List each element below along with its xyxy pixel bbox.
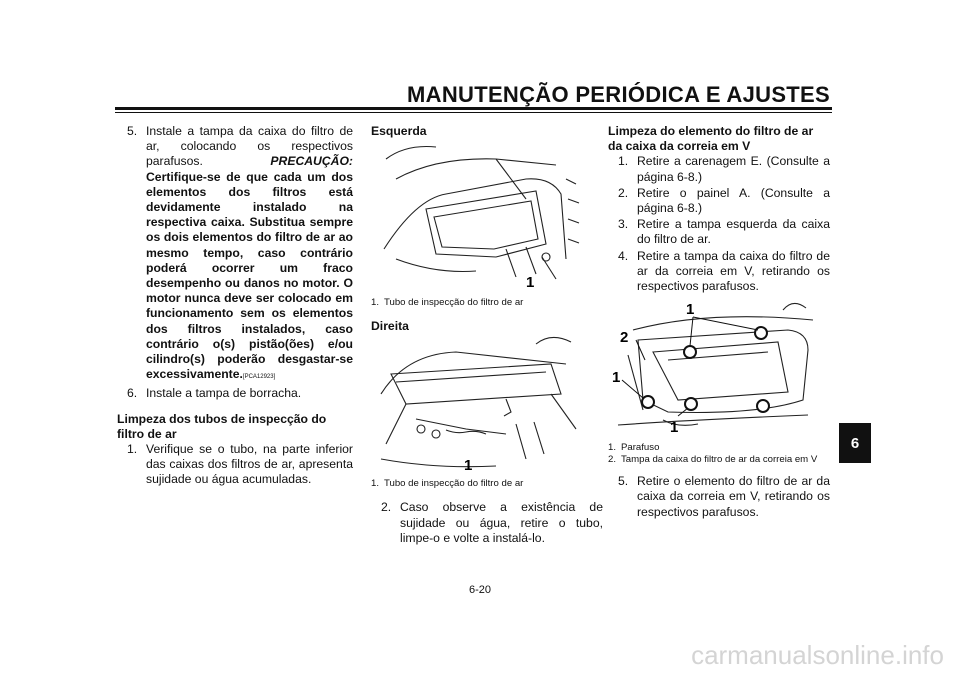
step-5 (618, 474, 830, 520)
step-number: 1. (618, 154, 629, 169)
figure-callout-1: 1 (612, 369, 621, 387)
caption-number: 2. (608, 454, 617, 466)
step-2 (618, 186, 830, 216)
step-1 (618, 154, 830, 184)
figure-left-airbox (376, 139, 582, 289)
step-text: Retire a tampa esquerda da caixa do filtro de ar. (637, 217, 830, 247)
figure-callout: 1 (464, 457, 473, 475)
figure-caption (371, 478, 603, 490)
step-number: 4. (618, 248, 629, 263)
caption-text: Tubo de inspecção do filtro de ar (384, 478, 524, 490)
caption-number: 1. (608, 442, 617, 454)
figure-vbelt-airbox (608, 300, 814, 438)
caution-label: PRECAUÇÃO: (270, 154, 353, 169)
figure-callout-1: 1 (670, 419, 679, 437)
figure-callout-2: 2 (620, 329, 629, 347)
figure-caption-2 (608, 454, 830, 466)
airbox-left-illustration (376, 139, 582, 289)
figure-callout: 1 (526, 274, 535, 290)
caption-number: 1. (371, 478, 380, 490)
header-rule-thin (115, 112, 832, 113)
step-text: Instale a tampa da caixa do filtro de ar, colocando os respectivos parafusos. (146, 124, 353, 169)
caution-code: [PCA12923] (242, 374, 276, 381)
header-rule (115, 107, 832, 110)
page-title: MANUTENÇÃO PERIÓDICA E AJUSTES (407, 82, 830, 107)
column-2 (371, 124, 603, 547)
step-number: 1. (127, 442, 138, 457)
caption-text: Tubo de inspecção do filtro de ar (384, 297, 524, 309)
substep-2 (381, 500, 603, 546)
step-text: Caso observe a existência de sujidade ou água, retire o tubo, limpe-o e volte a instalá-lo. (400, 500, 603, 545)
caption-text: Parafuso (621, 442, 660, 454)
airbox-right-illustration (376, 334, 582, 474)
column-1 (117, 124, 353, 489)
figure-caption (371, 297, 603, 309)
figure-right-airbox (376, 334, 582, 474)
figure-callout-1: 1 (686, 301, 695, 319)
step-number: 6. (127, 386, 138, 401)
step-text: Retire a carenagem E. (Consulte a página 6-8.) (637, 154, 830, 184)
watermark: carmanualsonline.info (691, 640, 944, 670)
caption-number: 1. (371, 297, 380, 309)
step-number: 5. (127, 124, 138, 138)
caption-text: Tampa da caixa do filtro de ar da correia em V (621, 454, 818, 466)
step-text: Instale a tampa de borracha. (146, 386, 302, 401)
step-text: Verifique se o tubo, na parte inferior das caixas dos filtros de ar, apresenta sujidade ou água acumuladas. (146, 442, 353, 487)
step-6 (127, 386, 353, 401)
chapter-tab: 6 (839, 423, 871, 463)
step-3 (618, 217, 830, 247)
step-text: Retire a tampa da caixa do filtro de ar da correia em V, retirando os respectivos parafusos. (637, 248, 830, 294)
step-text: Retire o elemento do filtro de ar da caixa da correia em V, retirando os respectivos parafusos. (637, 474, 830, 519)
step-number: 3. (618, 217, 629, 232)
step-number: 5. (618, 474, 629, 489)
vbelt-airbox-illustration (608, 300, 814, 438)
step-text: Retire o painel A. (Consulte a página 6-8.) (637, 185, 830, 216)
step-number: 2. (618, 185, 629, 200)
step-5 (127, 124, 353, 385)
column-3 (608, 124, 830, 521)
left-heading: Esquerda (371, 124, 427, 138)
figure-caption-1 (608, 442, 830, 454)
right-heading: Direita (371, 319, 409, 334)
step-4 (618, 249, 830, 295)
section-heading: Limpeza do elemento do filtro de ar da caixa da correia em V (608, 124, 814, 154)
page-number: 6-20 (468, 584, 492, 596)
section-heading: Limpeza dos tubos de inspecção do filtro de ar (117, 411, 327, 441)
step-number: 2. (381, 500, 392, 515)
caution-text: Certifique-se de que cada um dos elementos dos filtros está devidamente instalado na respectiva caixa. Substitua sempre os dois elementos do filtro de ar ao mesmo tempo, caso contrário poderá ocorrer um fraco desempenho ou danos no motor. O motor nunca deve ser colocado em funcionamento sem os elementos dos filtros instalados, caso contrário o(s) pistão(ões) e/ou cilindro(s) poderão desgastar-se excessivamente. (146, 169, 353, 382)
substep-1 (127, 442, 353, 488)
